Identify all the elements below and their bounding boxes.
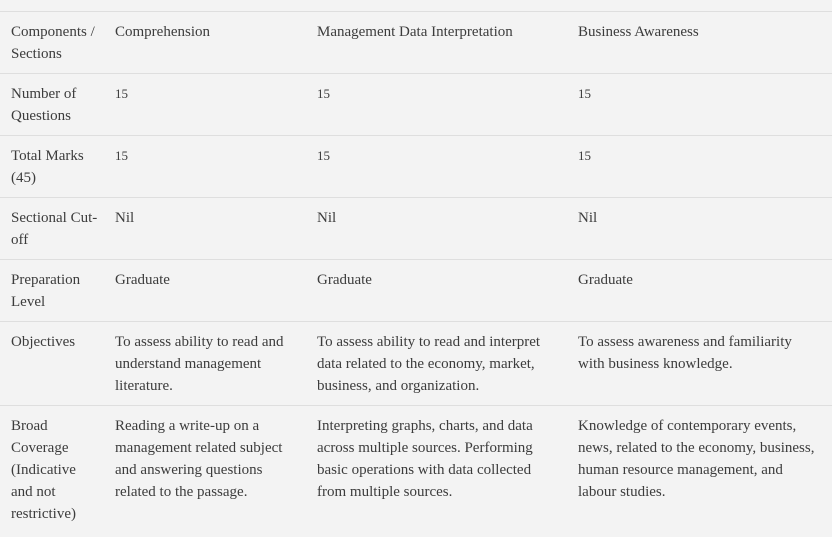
table-cell: Nil	[108, 198, 310, 260]
table-cell: Reading a write-up on a management related subject and answering questions related to the passage.	[108, 406, 310, 534]
table-row-preparation-level	[0, 260, 832, 322]
table-cell: Graduate	[108, 260, 310, 322]
table-cell: To assess ability to read and interpret data related to the economy, market, business, and organization.	[310, 322, 571, 406]
table-cell: Nil	[310, 198, 571, 260]
table-row-total-marks	[0, 136, 832, 198]
table-cell: 15	[310, 74, 571, 136]
header-cell-components: Components / Sections	[0, 12, 108, 74]
table-cell: Nil	[571, 198, 832, 260]
table-row-sectional-cutoff	[0, 198, 832, 260]
exam-pattern-table	[0, 11, 832, 533]
table-row-number-of-questions	[0, 74, 832, 136]
table-header-row	[0, 12, 832, 74]
row-label: Sectional Cut-off	[0, 198, 108, 260]
table-cell: 15	[571, 74, 832, 136]
header-cell-comprehension: Comprehension	[108, 12, 310, 74]
header-cell-management-data-interpretation: Management Data Interpretation	[310, 12, 571, 74]
table-row-broad-coverage	[0, 406, 832, 534]
table-cell: Graduate	[571, 260, 832, 322]
row-label: Objectives	[0, 322, 108, 406]
table-cell: Graduate	[310, 260, 571, 322]
table-cell: Interpreting graphs, charts, and data across multiple sources. Performing basic operations with data collected from multiple sources.	[310, 406, 571, 534]
table-cell: Knowledge of contemporary events, news, related to the economy, business, human resource management, and labour studies.	[571, 406, 832, 534]
table-cell: 15	[571, 136, 832, 198]
table-cell: 15	[108, 136, 310, 198]
header-cell-business-awareness: Business Awareness	[571, 12, 832, 74]
table-cell: To assess ability to read and understand management literature.	[108, 322, 310, 406]
table-cell: 15	[310, 136, 571, 198]
row-label: Total Marks (45)	[0, 136, 108, 198]
row-label: Number of Questions	[0, 74, 108, 136]
row-label: Broad Coverage (Indicative and not restrictive)	[0, 406, 108, 534]
row-label: Preparation Level	[0, 260, 108, 322]
table-cell: 15	[108, 74, 310, 136]
table-cell: To assess awareness and familiarity with business knowledge.	[571, 322, 832, 406]
table-row-objectives	[0, 322, 832, 406]
